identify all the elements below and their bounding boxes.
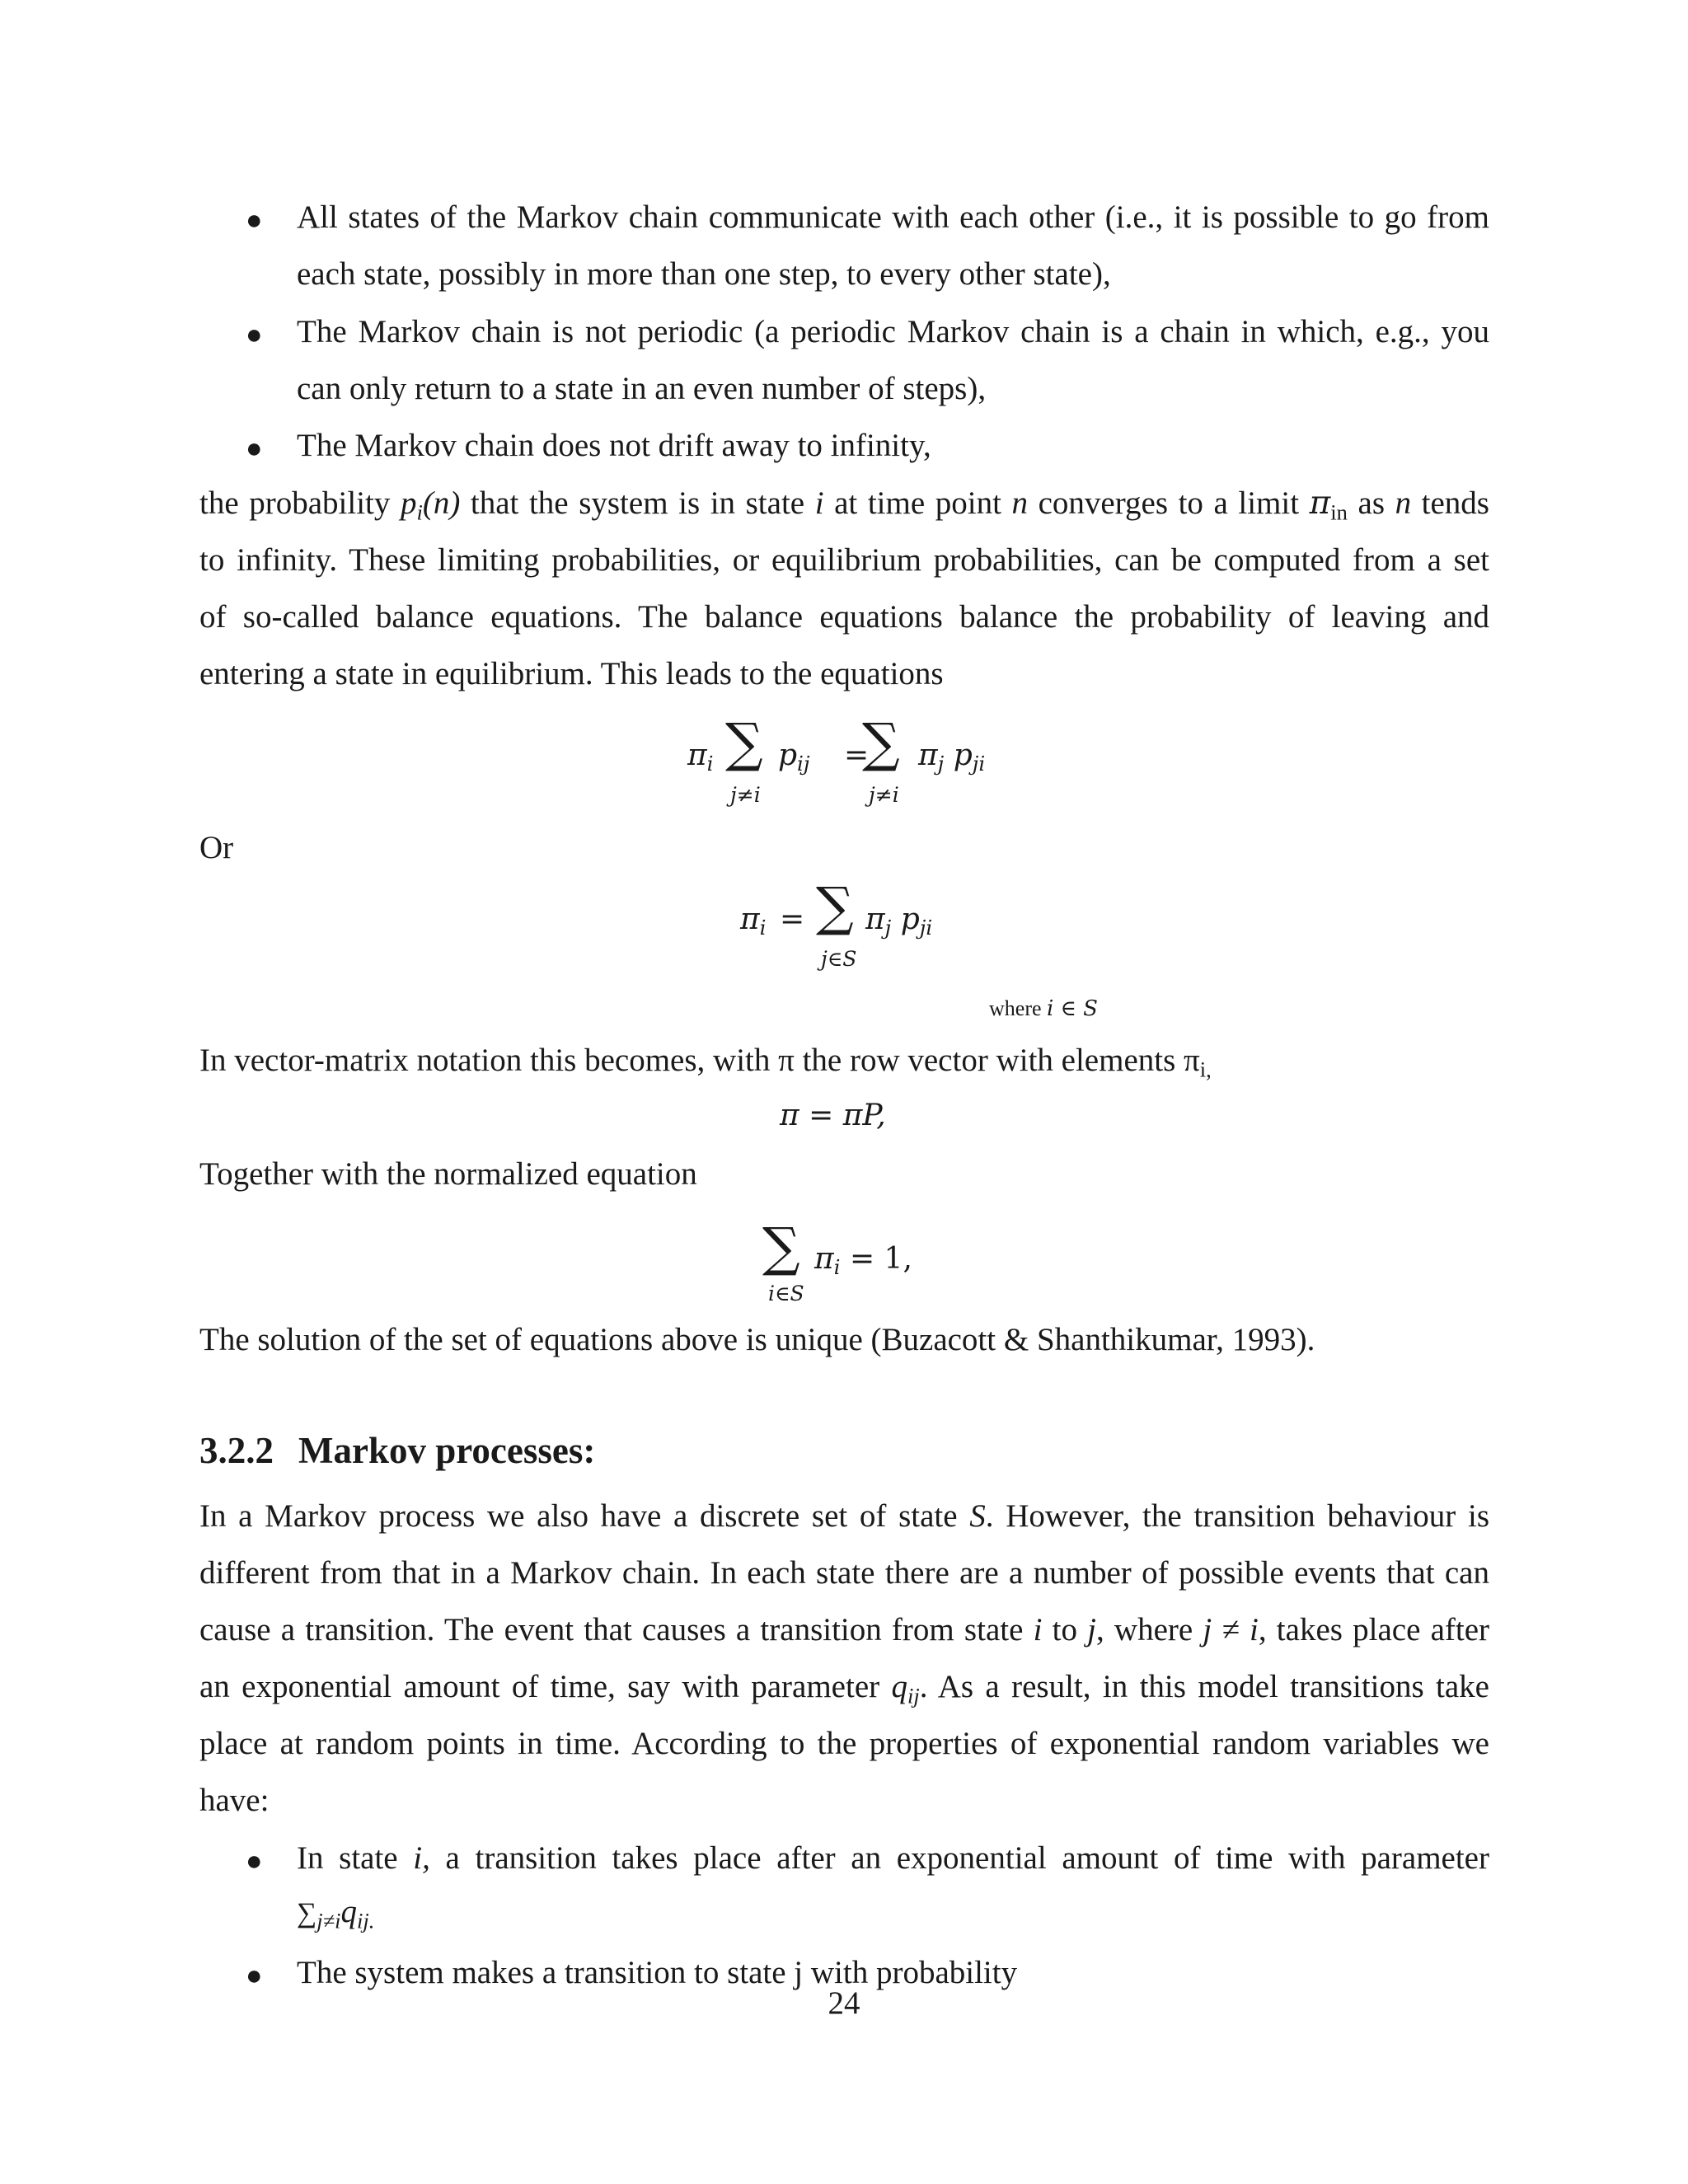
- where-clause: where i ∈ S: [989, 996, 1098, 1021]
- vector-matrix-text: In vector-matrix notation this becomes, with π the row vector with elements $\pi_{i,}$: [199, 1043, 1212, 1082]
- para2-line-2: different from that in a Markov chain. In each state there are a number of possible events that can: [199, 1555, 1489, 1591]
- sigma-symbol: ∑: [862, 713, 900, 774]
- para2-line-3: cause a transition. The event that causes a transition from state i to j, where j ≠ i, takes place after: [199, 1612, 1489, 1647]
- bullet-dot: ●: [246, 434, 263, 464]
- bullet-4-line-1: In state i, a transition takes place after an exponential amount of time with parameter: [297, 1840, 1489, 1876]
- sigma-symbol: ∑: [725, 713, 763, 774]
- para2-line-5: place at random points in time. According to the properties of exponential random variables we: [199, 1726, 1489, 1761]
- bullet-3-line-1: The Markov chain does not drift away to infinity,: [297, 428, 931, 463]
- bullet-dot: ●: [246, 320, 263, 350]
- para1-line-3: of so-called balance equations. The balance equations balance the probability of leaving and: [199, 599, 1489, 635]
- bullet-dot: ●: [246, 205, 263, 236]
- normalized-text: Together with the normalized equation: [199, 1156, 697, 1192]
- bullet-2-line-2: can only return to a state in an even number of steps),: [297, 371, 987, 406]
- para2-line-1: In a Markov process we also have a discrete set of state S. However, the transition behaviour is: [199, 1498, 1489, 1534]
- para1-line-1: the probability $p_i(n)$ that the system is in state i at time point n converges to a limit $\pi_{in}$ as n tends: [199, 485, 1489, 525]
- solution-text: The solution of the set of equations above is unique (Buzacott & Shanthikumar, 1993).: [199, 1322, 1315, 1357]
- equation-pi-piP: π = πP,: [780, 1099, 886, 1132]
- sigma-symbol: ∑: [816, 877, 854, 938]
- bullet-dot: ●: [246, 1846, 263, 1877]
- bullet-4-line-2: $\sum_{j\ne i}q_{ij.}$: [297, 1894, 375, 1933]
- bullet-dot: ●: [246, 1961, 263, 1991]
- bullet-1-line-2: each state, possibly in more than one step, to every other state),: [297, 256, 1111, 292]
- page-number: 24: [828, 1985, 860, 2021]
- bullet-1-line-1: All states of the Markov chain communicate with each other (i.e., it is possible to go from: [297, 199, 1489, 235]
- bullet-5-line-1: The system makes a transition to state j with probability: [297, 1955, 1018, 1990]
- para2-line-4: an exponential amount of time, say with parameter $q_{ij}$. As a result, in this model transitions take: [199, 1669, 1489, 1708]
- or-label: Or: [199, 830, 234, 865]
- para1-line-2: to infinity. These limiting probabilities, or equilibrium probabilities, can be computed from a set: [199, 542, 1489, 578]
- para2-line-6: have:: [199, 1783, 270, 1818]
- section-heading: 3.2.2 Markov processes:: [199, 1430, 596, 1471]
- para1-line-4: entering a state in equilibrium. This leads to the equations: [199, 656, 944, 691]
- bullet-2-line-1: The Markov chain is not periodic (a periodic Markov chain is a chain in which, e.g., you: [297, 314, 1489, 349]
- sigma-symbol: ∑: [762, 1217, 800, 1278]
